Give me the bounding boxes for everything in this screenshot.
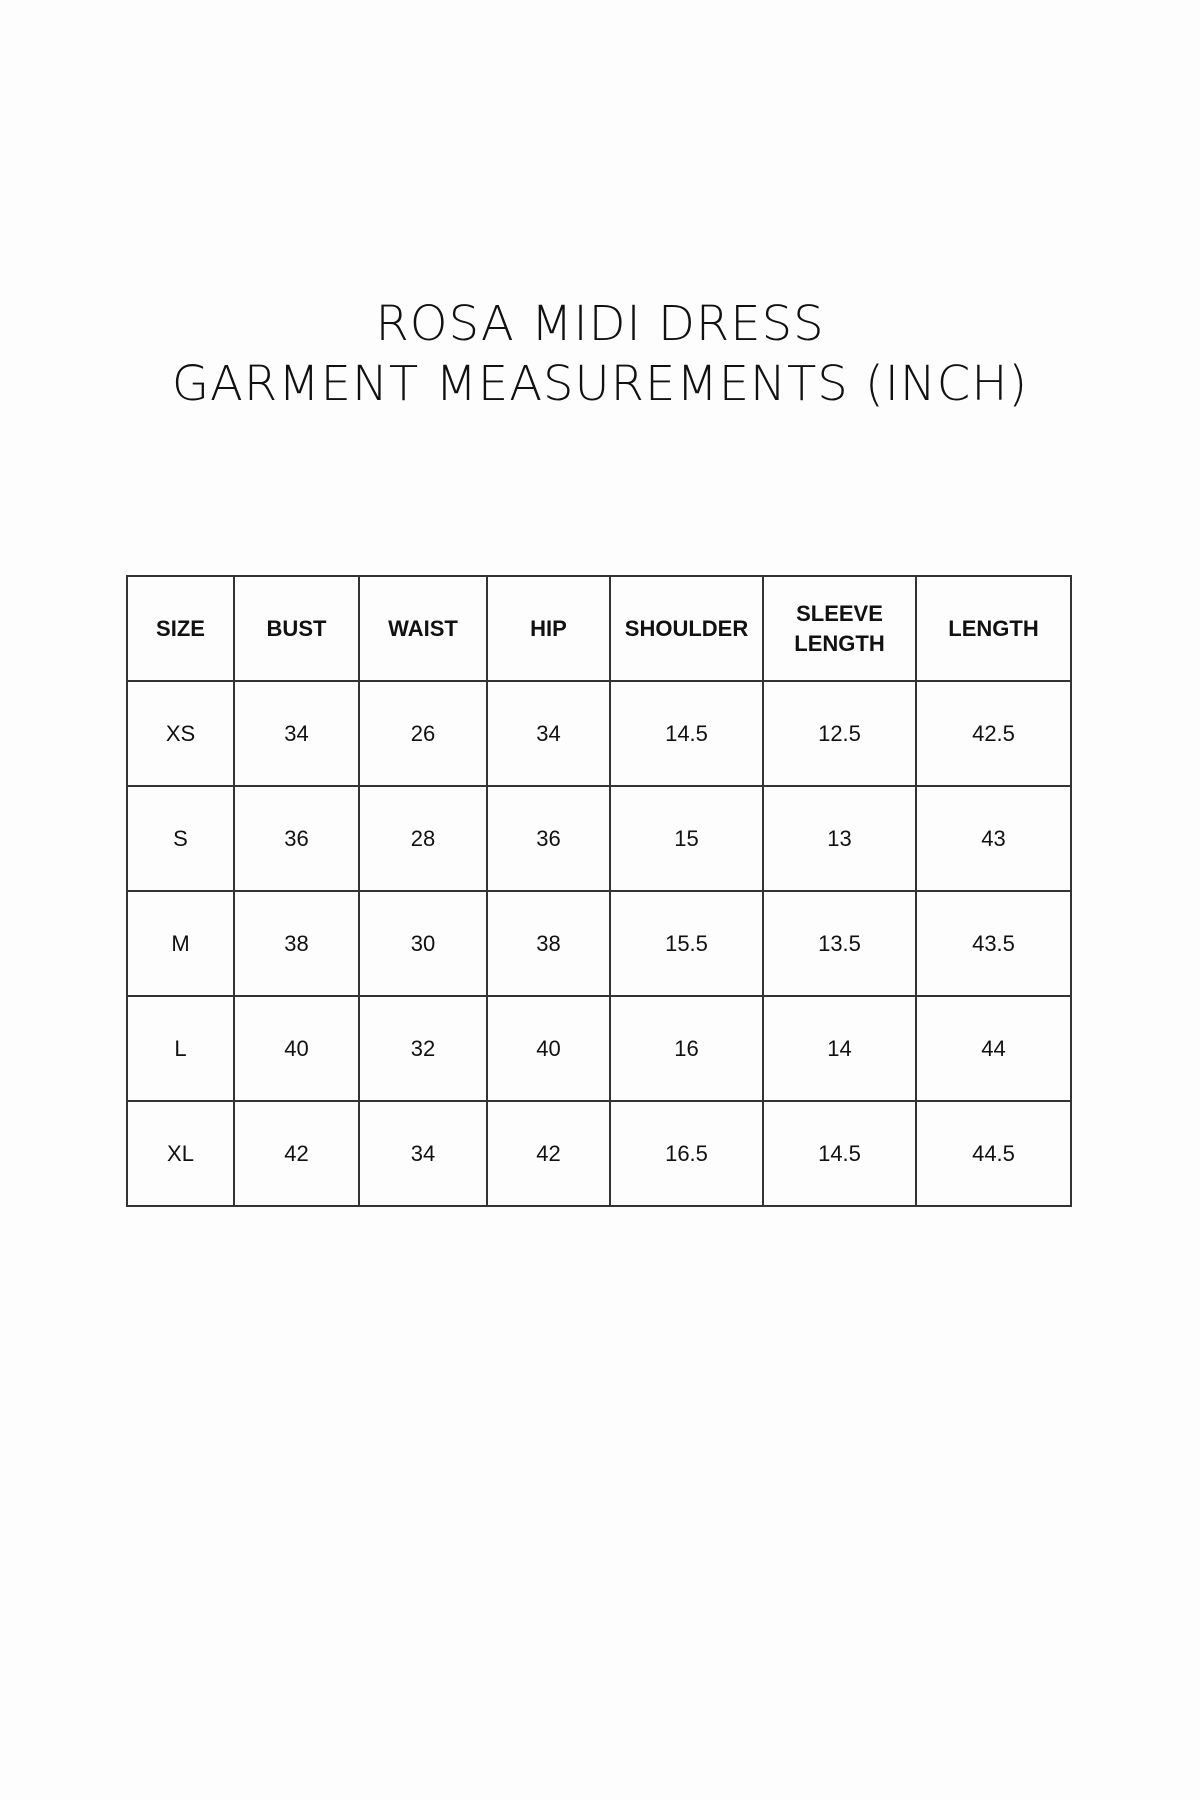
header-bust	[234, 576, 359, 681]
cell-size: XL	[127, 1101, 234, 1206]
header-label: HIP	[530, 615, 567, 641]
cell-hip: 36	[487, 786, 610, 891]
header-label: SIZE	[156, 615, 205, 641]
cell-sleeve-length: 13	[763, 786, 916, 891]
header-label: WAIST	[388, 615, 458, 641]
header-hip	[487, 576, 610, 681]
cell-waist: 32	[359, 996, 487, 1101]
header-label: SLEEVE	[796, 600, 883, 626]
header-label: LENGTH	[794, 630, 885, 656]
cell-size: M	[127, 891, 234, 996]
cell-bust: 40	[234, 996, 359, 1101]
header-sleeve-length	[763, 576, 916, 681]
cell-bust: 34	[234, 681, 359, 786]
cell-bust: 38	[234, 891, 359, 996]
table-row	[127, 996, 1071, 1101]
cell-waist: 26	[359, 681, 487, 786]
cell-hip: 40	[487, 996, 610, 1101]
cell-size: S	[127, 786, 234, 891]
cell-sleeve-length: 12.5	[763, 681, 916, 786]
cell-hip: 34	[487, 681, 610, 786]
cell-size: XS	[127, 681, 234, 786]
header-label: LENGTH	[948, 615, 1039, 641]
cell-length: 42.5	[916, 681, 1071, 786]
header-length	[916, 576, 1071, 681]
size-chart-table	[126, 575, 1072, 1207]
cell-shoulder: 15	[610, 786, 763, 891]
cell-length: 43.5	[916, 891, 1071, 996]
table-header-row	[127, 576, 1071, 681]
cell-hip: 42	[487, 1101, 610, 1206]
header-waist	[359, 576, 487, 681]
cell-shoulder: 16	[610, 996, 763, 1101]
header-label: SHOULDER	[624, 615, 749, 641]
cell-length: 44.5	[916, 1101, 1071, 1206]
cell-sleeve-length: 13.5	[763, 891, 916, 996]
page-subtitle: GARMENT MEASUREMENTS (INCH)	[171, 356, 1029, 412]
header-shoulder	[610, 576, 763, 681]
cell-sleeve-length: 14.5	[763, 1101, 916, 1206]
cell-bust: 36	[234, 786, 359, 891]
header-size	[127, 576, 234, 681]
cell-size: L	[127, 996, 234, 1101]
cell-shoulder: 16.5	[610, 1101, 763, 1206]
table-row	[127, 891, 1071, 996]
table-row	[127, 786, 1071, 891]
table-body	[127, 681, 1071, 1206]
cell-shoulder: 15.5	[610, 891, 763, 996]
cell-length: 43	[916, 786, 1071, 891]
cell-waist: 34	[359, 1101, 487, 1206]
header-label: BUST	[266, 615, 327, 641]
table-row	[127, 681, 1071, 786]
cell-waist: 28	[359, 786, 487, 891]
cell-sleeve-length: 14	[763, 996, 916, 1101]
page-title: ROSA MIDI DRESS	[375, 296, 825, 352]
cell-shoulder: 14.5	[610, 681, 763, 786]
cell-length: 44	[916, 996, 1071, 1101]
cell-hip: 38	[487, 891, 610, 996]
table-row	[127, 1101, 1071, 1206]
cell-bust: 42	[234, 1101, 359, 1206]
cell-waist: 30	[359, 891, 487, 996]
